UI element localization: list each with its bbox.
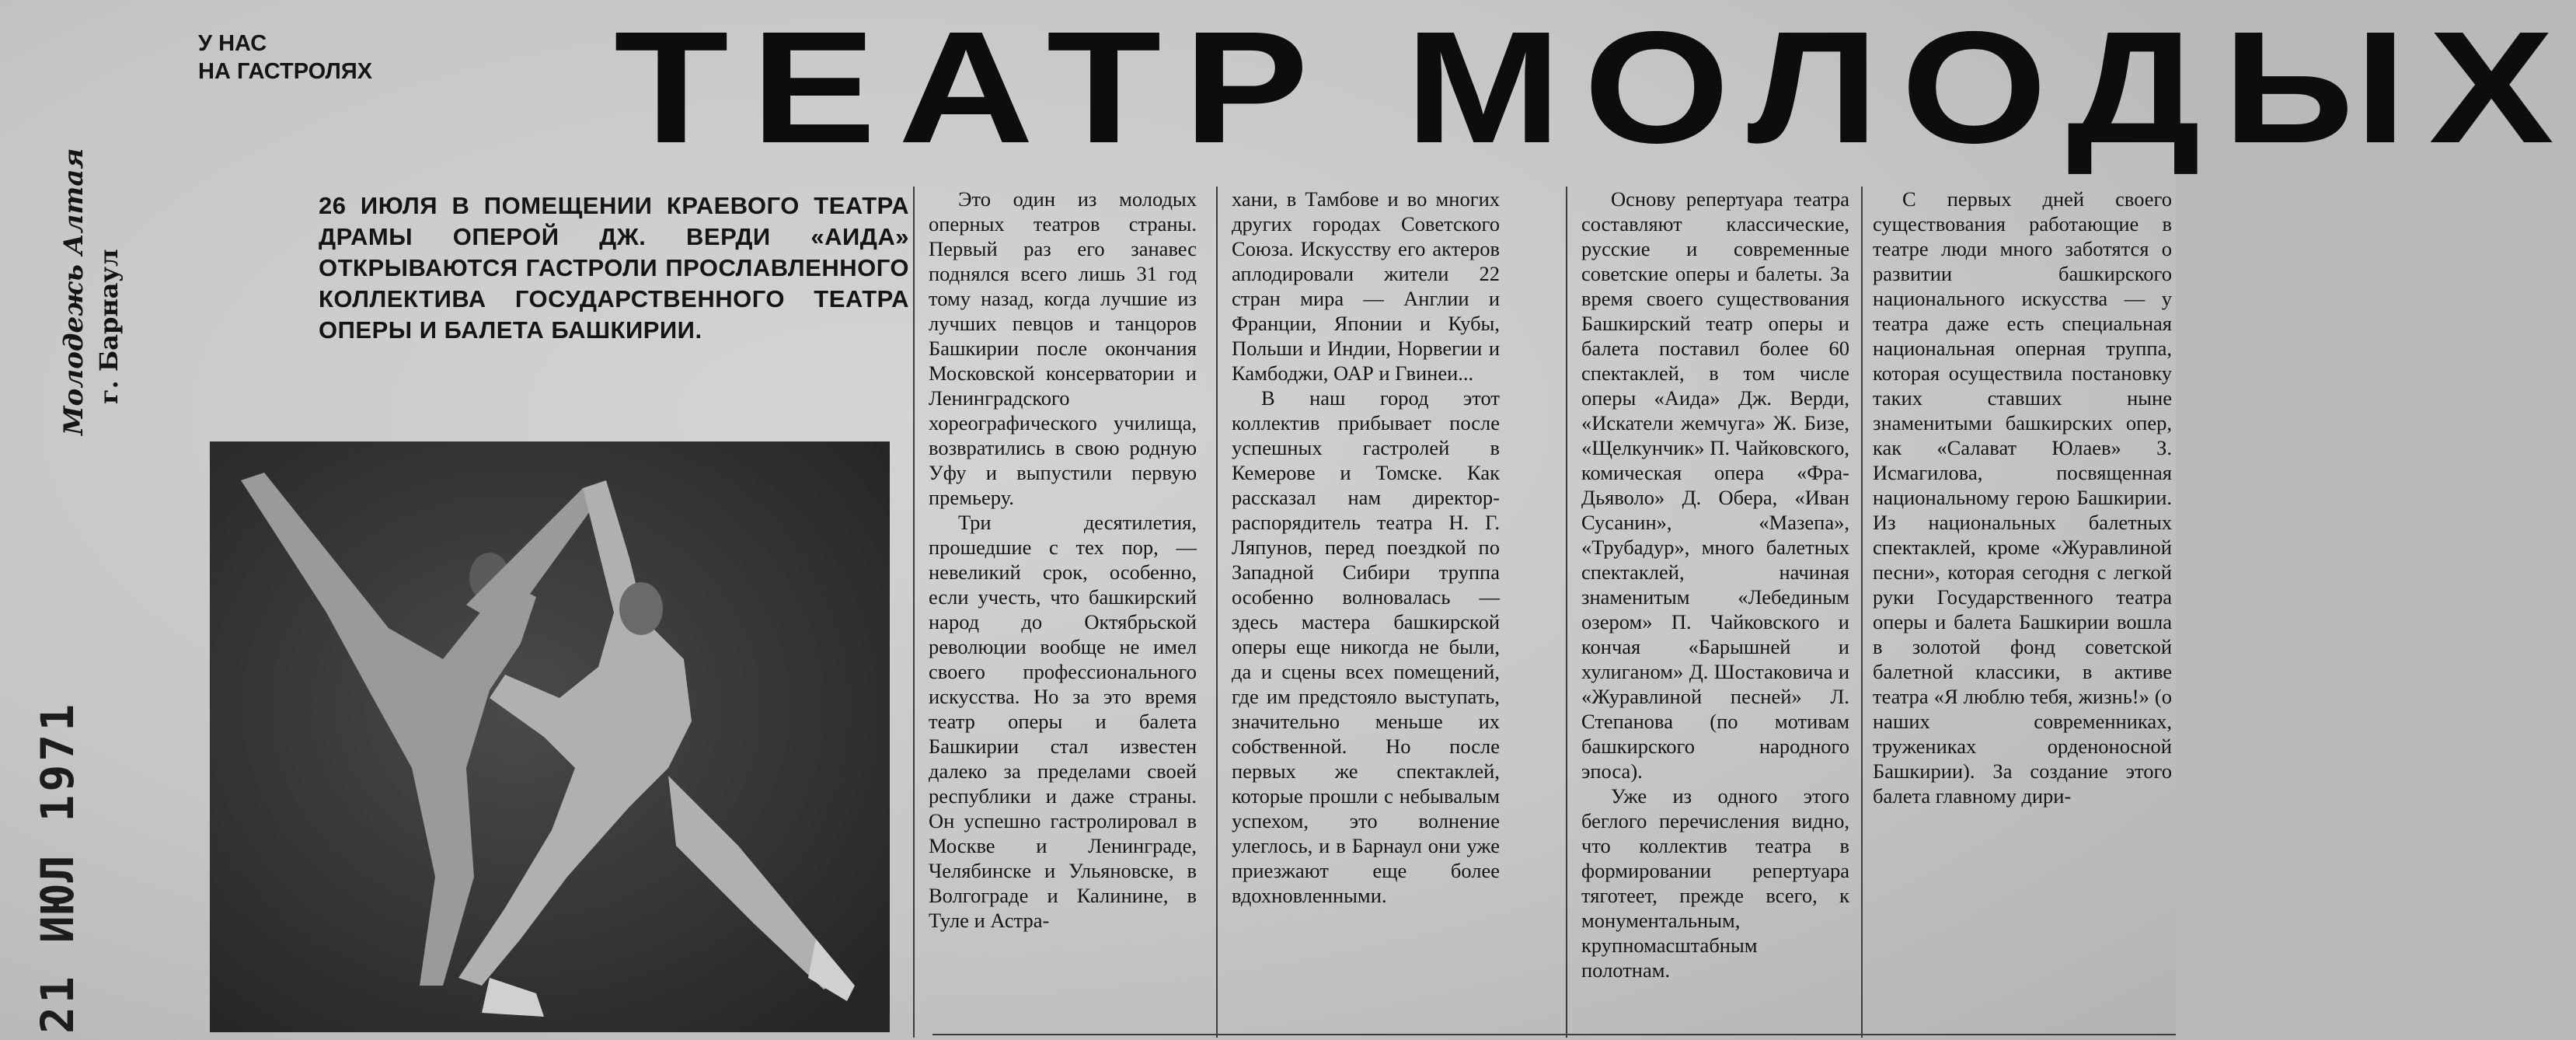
paragraph: Основу репертуара театра составляют классические, русские и современные советские оперы и балеты. За время своего существования Башкирский театр оперы и балета поставил более 60 спектаклей, в том числе оперы «Аида» Дж. Верди, «Искатели жемчуга» Ж. Бизе, «Щелкунчик» П. Чайковского, комическая опера «Фра-Дьяволо» Д. Обера, «Иван Сусанин», «Мазепа», «Трубадур», много балетных спектаклей, начиная знаменитым «Лебединым озером» П. Чайковского и кончая «Барышней и хулиганом» Д. Шостаковича и «Журавлиной песней» Л. Степанова (по мотивам башкирского народного эпоса). bbox=[1581, 187, 1849, 783]
article-column-1 bbox=[929, 187, 1197, 933]
kicker-line-2: НА ГАСТРОЛЯХ bbox=[198, 59, 373, 84]
paragraph: С первых дней своего существования работающие в театре люди много заботятся о развитии башкирского национального искусства — у театра даже есть специальная национальная оперная труппа, которая осуществила постановку таких ставших ныне знаменитыми башкирских опер, как «Салават Юлаев» З. Исмагилова, посвященная национальному герою Башкирии. Из национальных балетных спектаклей, кроме «Журавлиной песни», которая сегодня с легкой руки Государственного театра оперы и балета Башкирии вошла в золотой фонд советской балетной классики, в активе театра «Я люблю тебя, жизнь!» (о наших современниках, тружениках орденоносной Башкирии). За создание этого балета главному дири- bbox=[1873, 187, 2172, 808]
bottom-rule bbox=[932, 1034, 2176, 1035]
photo-illustration bbox=[210, 441, 890, 1032]
date-stamp: 21 ИЮЛ 1971 bbox=[31, 700, 84, 1034]
lead-paragraph: 26 ИЮЛЯ В ПОМЕЩЕНИИ КРАЕВОГО ТЕАТРА ДРАМЫ ОПЕРОЙ ДЖ. ВЕРДИ «АИДА» ОТКРЫВАЮТСЯ ГАСТРОЛИ ПРОСЛАВЛЕННОГО КОЛЛЕКТИВА ГОСУДАРСТВЕННОГО ТЕАТРА ОПЕРЫ И БАЛЕТА БАШКИРИИ. bbox=[319, 192, 909, 344]
kicker-line-1: У НАС bbox=[198, 31, 267, 56]
article-column-2 bbox=[1232, 187, 1500, 908]
ballet-dancers-photo bbox=[210, 441, 890, 1032]
newspaper-city: г. Барнаул bbox=[94, 249, 124, 404]
paragraph: хани, в Тамбове и во многих других городах Советского Союза. Искусству его актеров аплодировали жители 22 стран мира — Англии и Франции, Японии и Кубы, Польши и Индии, Норвегии и Камбоджи, ОАР и Гвинеи... bbox=[1232, 187, 1500, 385]
headline: ТЕАТР МОЛОДЫХ bbox=[614, 0, 2576, 176]
paragraph: В наш город этот коллектив прибывает после успешных гастролей в Кемерове и Томске. Как рассказал нам директор-распорядитель театра Н. Г. Ляпунов, перед поездкой по Западной Сибири труппа особенно волновалась — здесь мастера башкирской оперы еще никогда не были, да и сцены всех помещений, где им предстояло выступать, значительно меньше их собственной. Но после первых же спектаклей, которые прошли с небывалым успехом, это волнение улеглось, и в Барнаул они уже приезжают еще более вдохновленными. bbox=[1232, 386, 1500, 907]
column-divider bbox=[1566, 187, 1567, 1038]
paragraph: Это один из молодых оперных театров страны. Первый раз его занавес поднялся всего лишь 31 год тому назад, когда лучшие из лучших певцов и танцоров Башкирии после окончания Московской консерватории и Ленинградского хореографического училища, возвратились в свою родную Уфу и выпустили первую премьеру. bbox=[929, 187, 1197, 509]
newspaper-name: Молодежь Алтая bbox=[58, 148, 89, 435]
article-column-4 bbox=[1873, 187, 2172, 808]
paragraph: Уже из одного этого беглого перечисления видно, что коллектив театра в формировании репертуара тяготеет, прежде всего, к монументальным, крупномасштабным полотнам. bbox=[1581, 784, 1849, 982]
column-divider bbox=[1216, 187, 1218, 1038]
column-divider bbox=[913, 187, 915, 1038]
paragraph: Три десятилетия, прошедшие с тех пор, — невеликий срок, особенно, если учесть, что башкирский народ до Октябрьской революции вообще не имел своего профессионального искусства. Но за это время театр оперы и балета Башкирии стал известен далеко за пределами своей республики и даже страны. Он успешно гастролировал в Москве и Ленинграде, Челябинске и Ульяновске, в Волгограде и Калинине, в Туле и Астра- bbox=[929, 511, 1197, 932]
section-kicker bbox=[198, 30, 372, 86]
article-column-3 bbox=[1581, 187, 1849, 982]
source-label bbox=[58, 148, 128, 435]
column-divider bbox=[1861, 187, 1863, 1038]
